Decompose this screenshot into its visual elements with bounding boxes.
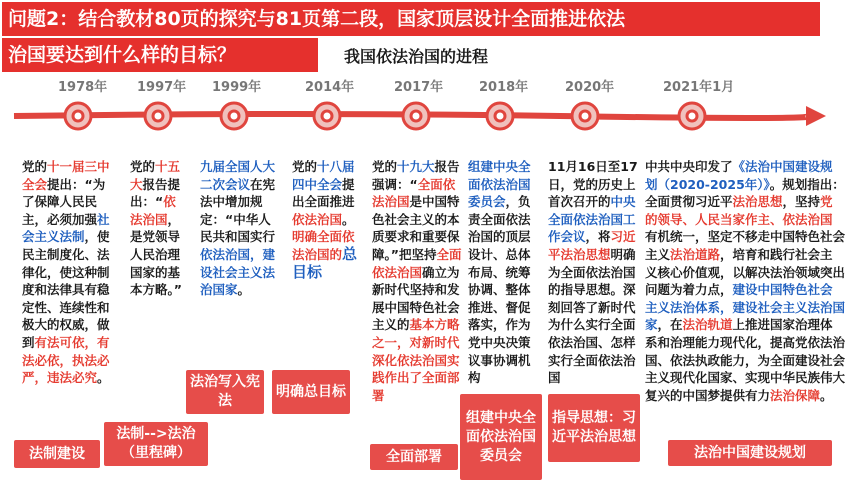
text: 。规划指出：全面贯彻习近平	[645, 176, 845, 210]
text-red: 依法治国	[130, 194, 176, 227]
text: 。	[820, 387, 833, 403]
tag-goal: 明确总目标	[272, 370, 350, 414]
year-2021: 2021年1月	[663, 80, 735, 95]
text-red: 全面依法治国	[372, 176, 456, 210]
tag-committee: 组建中央全面依法治国委员会	[460, 394, 542, 480]
text: 。	[97, 370, 110, 386]
event-2018	[468, 158, 540, 392]
text-blue: 九届全国人大二次会议	[200, 159, 276, 192]
timeline-title: 我国依法治国的进程	[344, 47, 489, 66]
text-blue: 《法治中国建设规划（2020-2025年）》	[645, 159, 833, 192]
text: 确立为新时代坚持和发展中国特色社会主义的	[372, 264, 460, 333]
text-blue: 十八届四中全会	[292, 159, 355, 192]
text: 是中国特色社会主义的本质要求和重要保障。”把坚持	[372, 194, 460, 262]
text-blue: 中央全面依法治国工作会议	[548, 194, 636, 245]
tag-milestone: 法制-->法治（里程碑）	[104, 422, 208, 466]
text: 明确为全面依法治国的指导思想。深刻回答了新时代为什么实行全面依法治国、怎样实行全面依法治国	[548, 246, 636, 386]
text: ，在	[657, 317, 683, 333]
event-1999	[200, 158, 276, 350]
tag-deployment: 全面部署	[370, 444, 458, 470]
tag-rule-of-law-plan: 法治中国建设规划	[668, 440, 832, 466]
question-banner-line1: 问题2：结合教材80页的探究与81页第二段，国家顶层设计全面推进依法	[2, 2, 820, 36]
text: 在宪法中增加规定：“中华人民共和国实行	[200, 176, 276, 245]
year-1978: 1978年	[58, 80, 108, 95]
event-1978	[22, 158, 114, 426]
text: 有机统一，坚定不移走中国特色社会主义	[645, 229, 845, 262]
event-1997	[130, 158, 186, 364]
text: ，将	[585, 229, 611, 245]
text-blue: 十九大	[397, 159, 435, 174]
text: ，培育和践行社会主义核心价值观，以解决法治领域突出问题为着力点，	[645, 246, 845, 298]
text: 中共中央印发了	[645, 159, 733, 174]
text: ，是党领导人民治理国家的基本方略。”	[130, 211, 182, 298]
tag-guiding-thought: 指导思想：习近平法治思想	[548, 394, 640, 462]
text: ，坚持	[782, 194, 821, 210]
text-red: 有法可依，有法必依，执法必严，违法必究	[22, 334, 110, 386]
text-red: 基本方略之一，对新时代深化依法治国实践作出了全面部署	[372, 317, 460, 403]
text-blue: 依法治国，建设社会主义法治国家	[200, 246, 276, 298]
text-red: 依法治国	[292, 211, 343, 227]
text: 党的	[292, 159, 318, 174]
text: 报告强调：“	[372, 159, 460, 192]
year-1997: 1997年	[137, 80, 187, 95]
text: 党的	[372, 159, 398, 174]
text: 报告提出：“	[130, 176, 181, 210]
text-red: 习近平法治思想	[548, 229, 636, 262]
text: 提出：“为了保障人民民主，必须加强	[22, 176, 106, 227]
event-2014	[292, 158, 358, 323]
text-red: 法治思想	[732, 194, 783, 210]
text-blue: 组建中央全面依法治国委员会	[468, 159, 531, 210]
timeline-arrow	[0, 96, 860, 156]
year-2017: 2017年	[394, 80, 444, 95]
text-red: 法治保障	[770, 387, 821, 403]
text: 党的	[130, 159, 156, 174]
text: 11月16日至17日，党的历史上首次召开的	[548, 159, 638, 210]
year-2014: 2014年	[305, 80, 355, 95]
text: 党的	[22, 159, 48, 174]
text: 。	[237, 282, 251, 298]
text-red: 明确全面依法治国的	[292, 229, 355, 262]
tag-constitution: 法治写入宪法	[186, 370, 264, 414]
year-1999: 1999年	[212, 80, 262, 95]
text-red: 十一届三中全会	[22, 159, 110, 192]
text: 。	[342, 211, 355, 227]
text-red: 十五大	[130, 159, 181, 192]
year-2018: 2018年	[479, 80, 529, 95]
text-red: 全面依法治国	[372, 246, 462, 280]
event-2021	[645, 158, 845, 440]
text: 上推进国家治理体系和治理能力现代化，提高党依法治国、依法执政能力，为全面建设社会主义现代化国家、实现中华民族伟大复兴的中国梦提供有力	[645, 317, 845, 403]
text-blue: 社会主义法制	[22, 211, 110, 245]
event-2020	[548, 158, 638, 392]
text: ，使民主制度化、法律化，使这种制度和法律具有稳定性、连续性和极大的权威，做到	[22, 229, 110, 350]
text-red: 法治道路	[670, 246, 721, 262]
tag-fazhi-jianshe: 法制建设	[14, 440, 100, 468]
text: ，负责全面依法治国的顶层设计、总体布局、统筹协调、整体推进、督促落实，作为党中央决策议事协调机构	[468, 194, 531, 386]
text-red: 法治轨道	[682, 317, 733, 333]
year-2020: 2020年	[565, 80, 615, 95]
event-2017	[372, 158, 462, 440]
question-banner-line2: 治国要达到什么样的目标？	[2, 38, 318, 72]
text-blue: 建设中国特色社会主义法治体系，建设社会主义法治国家	[645, 282, 845, 333]
text-blue: 总目标	[292, 244, 358, 281]
text: 提出全面推进	[292, 176, 355, 210]
text-red: 党的领导、人民当家作主、依法治国	[645, 194, 833, 227]
